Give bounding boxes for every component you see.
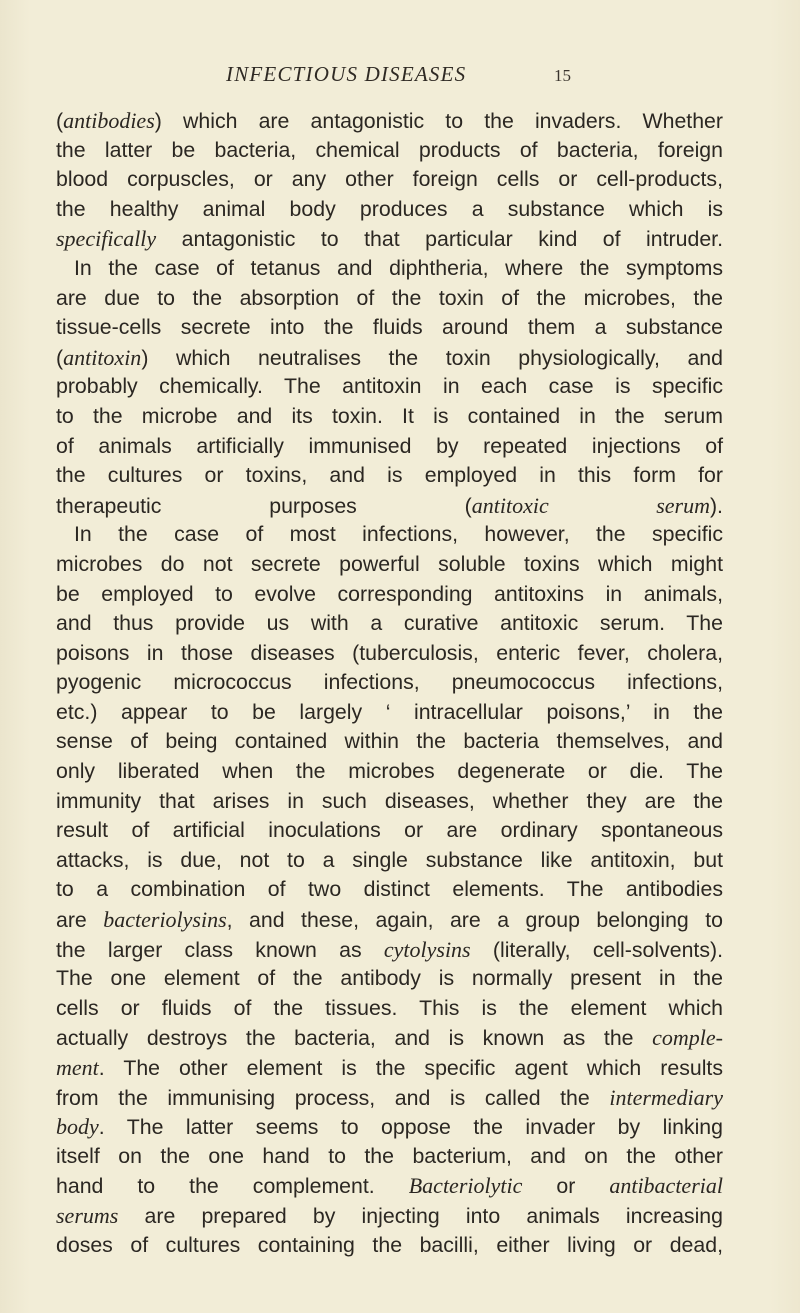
text-line [56,787,723,817]
text-line [56,609,723,639]
text-line [56,875,723,905]
text-segment: to the microbe and its toxin. It is contained in the serum [56,403,723,428]
text-line [56,1053,723,1083]
text-segment: the latter be bacteria, chemical products of bacteria, foreign [56,137,723,162]
text-line [56,757,723,787]
text-segment: to a combination of two distinct elements. The antibodies [56,877,723,902]
text-segment: are [56,908,104,933]
text-segment: (literally, cell-solvents). [470,937,723,962]
text-line [56,580,723,610]
text-line [56,1023,723,1053]
text-segment: be employed to evolve corresponding antitoxins in animals, [56,581,723,606]
italic-term: antitoxin [63,344,142,370]
text-line [56,224,723,254]
text-line [56,1201,723,1231]
text-line [56,816,723,846]
text-segment: In the case of most infections, however, the specific [74,522,723,547]
text-line [56,727,723,757]
page-header [0,62,800,92]
italic-term: antibodies [63,108,155,133]
text-segment: poisons in those diseases (tuberculosis, enteric fever, cholera, [56,640,723,665]
text-segment: pyogenic micrococcus infections, pneumococcus infections, [56,670,723,695]
text-line [56,136,723,166]
text-segment: doses of cultures containing the bacilli, either living or dead, [56,1232,723,1257]
text-segment: The one element of the antibody is normally present in the [56,966,723,991]
text-line [56,284,723,314]
text-line [56,905,723,935]
text-segment: of animals artificially immunised by repeated injections of [56,433,723,458]
text-line [56,846,723,876]
italic-term: Bacteriolytic [408,1173,523,1199]
text-segment: are due to the absorption of the toxin of the microbes, the [56,285,723,310]
text-line [56,106,723,136]
running-title: INFECTIOUS DISEASES [226,62,467,86]
text-line [56,491,723,521]
text-segment: tissue-cells secrete into the fluids around them a substance [56,315,723,340]
text-line [56,461,723,491]
text-line [56,165,723,195]
italic-term: ment [56,1055,99,1080]
text-segment: antagonistic to that particular kind of intruder. [156,227,723,252]
text-segment: the larger class known as [56,937,384,962]
text-segment: or [522,1174,610,1199]
text-line [56,550,723,580]
italic-term: intermediary [609,1084,723,1110]
text-segment: the cultures or toxins, and is employed in this form for [56,463,723,488]
text-line [56,520,723,550]
italic-term: antitoxic serum [471,492,710,518]
text-segment: itself on the one hand to the bacterium, and on the other [56,1143,723,1168]
text-segment: In the case of tetanus and diphtheria, where the symptoms [74,255,723,280]
text-segment: , and these, again, are a group belonging to [226,908,723,933]
italic-term: body [56,1114,99,1140]
text-line [56,1171,723,1201]
text-line [56,343,723,373]
text-segment: and thus provide us with a curative antitoxic serum. The [56,611,723,636]
text-segment: microbes do not secrete powerful soluble toxins which might [56,551,723,576]
text-line [56,668,723,698]
text-segment: ( [56,109,64,133]
text-line [56,698,723,728]
text-segment: probably chemically. The antitoxin in each case is specific [56,374,723,399]
text-segment: are prepared by injecting into animals increasing [118,1203,723,1228]
text-line [56,254,723,284]
text-line [56,1231,723,1261]
text-segment: ) which are antagonistic to the invaders. Whether [154,109,723,133]
text-line [56,1112,723,1142]
text-segment: etc.) appear to be largely ‘ intracellular poisons,’ in the [56,699,723,724]
text-segment: . The latter seems to oppose the invader by linking [98,1115,723,1140]
italic-term: comple- [652,1025,723,1051]
text-segment: cells or fluids of the tissues. This is the element which [56,995,723,1020]
italic-term: bacteriolysins [103,907,227,933]
text-segment: blood corpuscles, or any other foreign cells or cell-products, [56,167,723,192]
text-line [56,372,723,402]
italic-term: specifically [56,226,157,252]
body-text [56,106,723,1260]
text-segment: therapeutic purposes ( [56,493,472,518]
italic-term: cytolysins [383,936,471,962]
text-segment: the healthy animal body produces a substance which is [56,196,723,221]
text-line [56,1142,723,1172]
text-segment: hand to the complement. [56,1174,409,1199]
italic-term: antibacterial [609,1173,723,1199]
text-line [56,313,723,343]
text-segment: result of artificial inoculations or are ordinary spontaneous [56,818,723,843]
text-segment: sense of being contained within the bacteria themselves, and [56,729,723,754]
text-segment: ) which neutralises the toxin physiologically, and [141,345,723,370]
text-segment: ). [709,493,723,518]
text-segment: immunity that arises in such diseases, whether they are the [56,788,723,813]
text-segment: ( [56,345,64,370]
page-number: 15 [554,66,571,85]
text-segment: . The other element is the specific agent which results [98,1056,723,1080]
text-line [56,639,723,669]
text-segment: actually destroys the bacteria, and is known as the [56,1026,653,1051]
text-line [56,994,723,1024]
text-line [56,1083,723,1113]
text-line [56,402,723,432]
text-segment: only liberated when the microbes degenerate or die. The [56,759,723,784]
text-segment: from the immunising process, and is called the [56,1085,610,1110]
text-line [56,195,723,225]
text-segment: attacks, is due, not to a single substance like antitoxin, but [56,847,723,872]
text-line [56,964,723,994]
italic-term: serums [56,1202,119,1228]
text-line [56,935,723,965]
text-line [56,432,723,462]
